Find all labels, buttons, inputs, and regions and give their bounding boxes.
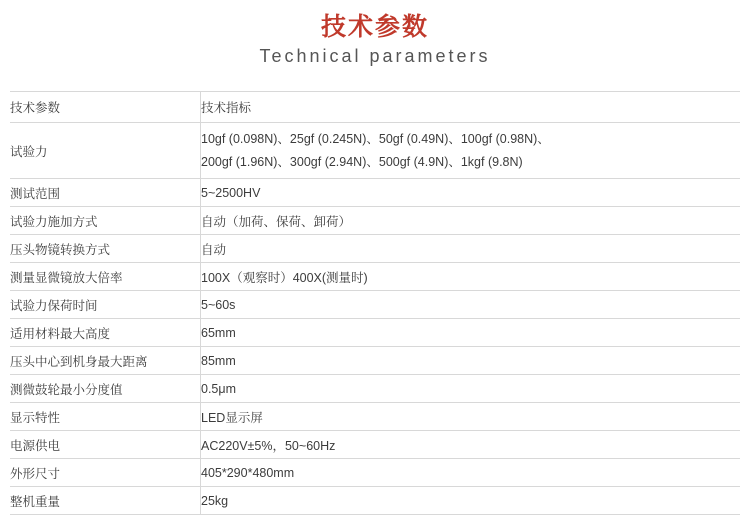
- page-header: [0, 0, 750, 69]
- row-label: 试验力保荷时间: [10, 291, 201, 319]
- table-row: [10, 347, 740, 375]
- row-label: 显示特性: [10, 403, 201, 431]
- row-value: 5~2500HV: [201, 185, 261, 200]
- table-row: [10, 403, 740, 431]
- table-row: [10, 431, 740, 459]
- table-row: [10, 235, 740, 263]
- table-row: [10, 375, 740, 403]
- row-value: AC220V±5%，50~60Hz: [201, 438, 336, 453]
- row-value: 自动: [201, 242, 227, 257]
- row-value: 405*290*480mm: [201, 465, 295, 480]
- table-header-row: [10, 92, 740, 123]
- row-label: 电源供电: [10, 431, 201, 459]
- row-label: 整机重量: [10, 487, 201, 515]
- row-value-line: 200gf (1.96N)、300gf (2.94N)、500gf (4.9N)、1kgf (9.8N): [201, 154, 523, 169]
- row-value: 自动（加荷、保荷、卸荷）: [201, 214, 352, 229]
- row-label: 试验力施加方式: [10, 207, 201, 235]
- row-label: 外形尺寸: [10, 459, 201, 487]
- technical-parameters-table: [10, 91, 740, 515]
- table-row: [10, 459, 740, 487]
- row-label: 适用材料最大高度: [10, 319, 201, 347]
- row-label: 试验力: [10, 123, 201, 179]
- row-value: 0.5μm: [201, 381, 236, 396]
- row-value: 25kg: [201, 493, 229, 508]
- row-label: 测试范围: [10, 179, 201, 207]
- row-value: 5~60s: [201, 297, 236, 312]
- row-value: LED显示屏: [201, 410, 263, 425]
- row-label: 测量显微镜放大倍率: [10, 263, 201, 291]
- row-value: [201, 123, 741, 179]
- row-label: 压头中心到机身最大距离: [10, 347, 201, 375]
- table-row: [10, 179, 740, 207]
- table-body: [10, 92, 740, 515]
- table-row: [10, 487, 740, 515]
- row-label: 压头物镜转换方式: [10, 235, 201, 263]
- row-value: 65mm: [201, 325, 236, 340]
- row-label: 测微鼓轮最小分度值: [10, 375, 201, 403]
- page-title-en: Technical parameters: [259, 46, 491, 66]
- row-value: 100X（观察时）400X(测量时): [201, 270, 368, 285]
- table-header-value: 技术指标: [201, 101, 252, 115]
- table-header-label: 技术参数: [10, 92, 201, 123]
- row-value: 85mm: [201, 353, 236, 368]
- table-row: [10, 263, 740, 291]
- row-value-line: 10gf (0.098N)、25gf (0.245N)、50gf (0.49N)、100gf (0.98N)、: [201, 131, 550, 146]
- page-title-cn: 技术参数: [320, 13, 429, 41]
- table-row: [10, 291, 740, 319]
- table-row: [10, 207, 740, 235]
- table-row: [10, 319, 740, 347]
- table-row: [10, 123, 740, 179]
